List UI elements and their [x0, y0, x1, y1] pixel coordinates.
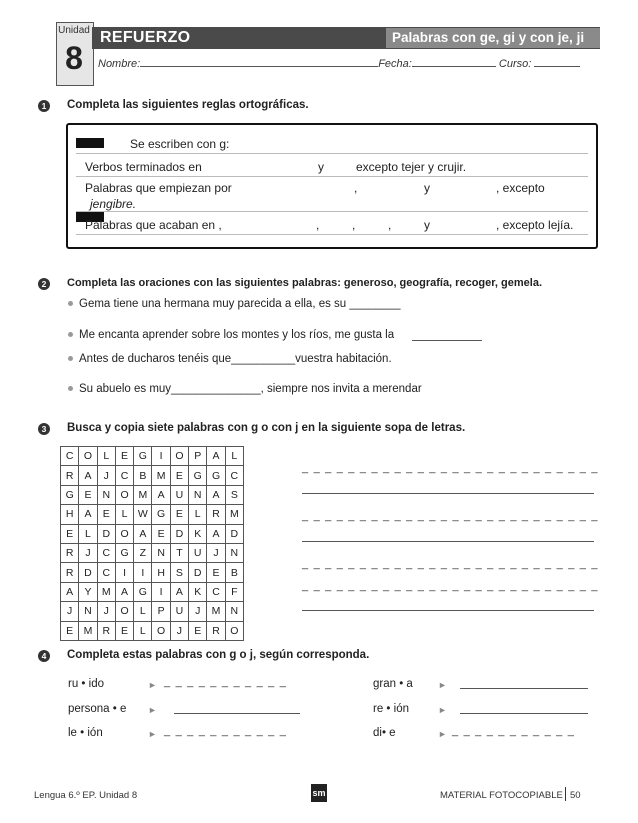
rule-3-comma: ,: [316, 218, 320, 232]
fecha-label: Fecha:: [378, 58, 412, 70]
grid-cell[interactable]: E: [61, 524, 79, 543]
bullet-icon: [68, 332, 73, 337]
section-title: REFUERZO: [100, 29, 191, 46]
grid-cell[interactable]: E: [207, 563, 225, 582]
grid-cell[interactable]: A: [170, 582, 188, 601]
bullet-icon: [68, 301, 73, 306]
grid-cell[interactable]: G: [134, 582, 152, 601]
bullet-icon: [68, 386, 73, 391]
rule-3-and: y: [424, 218, 430, 232]
exercise-3-instruction: Busca y copia siete palabras con g o con j en la siguiente sopa de letras.: [67, 422, 466, 434]
sentence-2: [68, 329, 394, 341]
grid-cell[interactable]: R: [61, 543, 79, 562]
nombre-field[interactable]: [140, 57, 378, 67]
grid-cell[interactable]: D: [97, 524, 115, 543]
grid-cell[interactable]: J: [189, 602, 207, 621]
grid-row: [61, 563, 244, 582]
grid-cell[interactable]: G: [61, 485, 79, 504]
grid-cell[interactable]: C: [61, 447, 79, 466]
grid-cell[interactable]: D: [189, 563, 207, 582]
grid-cell[interactable]: L: [225, 447, 243, 466]
grid-cell[interactable]: A: [152, 485, 170, 504]
grid-cell[interactable]: J: [207, 543, 225, 562]
grid-cell[interactable]: N: [189, 485, 207, 504]
grid-cell[interactable]: A: [61, 582, 79, 601]
rule-3-comma: ,: [388, 218, 392, 232]
grid-cell[interactable]: R: [207, 621, 225, 640]
grid-cell[interactable]: J: [79, 543, 97, 562]
student-info-line: [98, 57, 580, 70]
grid-cell[interactable]: C: [97, 563, 115, 582]
grid-cell[interactable]: E: [170, 466, 188, 485]
sentence-2-text: Me encanta aprender sobre los montes y los ríos, me gusta la: [79, 329, 395, 341]
grid-cell[interactable]: L: [189, 505, 207, 524]
grid-cell[interactable]: E: [152, 524, 170, 543]
arrow-icon: ►: [438, 680, 447, 690]
arrow-icon: ►: [438, 729, 447, 739]
rule-line: [76, 211, 588, 212]
arrow-icon: ►: [438, 705, 447, 715]
grid-cell[interactable]: R: [97, 621, 115, 640]
grid-cell[interactable]: H: [152, 563, 170, 582]
rule-1-except: excepto tejer y crujir.: [356, 160, 467, 174]
grid-cell[interactable]: E: [79, 485, 97, 504]
grid-cell[interactable]: Y: [79, 582, 97, 601]
topic-title: Palabras con ge, gi y con je, ji: [392, 30, 585, 45]
grid-cell[interactable]: C: [225, 466, 243, 485]
exercise-number-1: 1: [38, 100, 50, 112]
grid-cell[interactable]: U: [170, 602, 188, 621]
grid-cell[interactable]: N: [225, 602, 243, 621]
grid-row: [61, 582, 244, 601]
word-item: persona • e: [68, 703, 127, 715]
grid-cell[interactable]: G: [189, 466, 207, 485]
grid-row: [61, 505, 244, 524]
grid-cell[interactable]: S: [170, 563, 188, 582]
grid-cell[interactable]: B: [134, 466, 152, 485]
grid-cell[interactable]: J: [61, 602, 79, 621]
rule-2-and: y: [424, 181, 430, 195]
grid-cell[interactable]: R: [61, 563, 79, 582]
word-search-grid: [60, 446, 244, 641]
answer-line[interactable]: [174, 713, 300, 714]
grid-cell[interactable]: L: [79, 524, 97, 543]
grid-cell[interactable]: R: [207, 505, 225, 524]
rule-3-comma: ,: [352, 218, 356, 232]
answer-dashes[interactable]: _ _ _ _ _ _ _ _ _ _ _: [164, 676, 288, 688]
grid-cell[interactable]: L: [115, 505, 133, 524]
grid-cell[interactable]: M: [97, 582, 115, 601]
grid-cell[interactable]: A: [134, 524, 152, 543]
sentence-1-text: Gema tiene una hermana muy parecida a ella, es su ________: [79, 298, 401, 310]
exercise-number-4: 4: [38, 650, 50, 662]
answer-dashes[interactable]: _ _ _ _ _ _ _ _ _ _ _ _ _ _ _ _ _ _ _ _ _ _ _ _ _ _: [302, 580, 599, 592]
grid-cell[interactable]: I: [115, 563, 133, 582]
arrow-icon: ►: [148, 705, 157, 715]
word-item: ru • ido: [68, 678, 104, 690]
grid-cell[interactable]: L: [134, 602, 152, 621]
sentence-1: [68, 298, 401, 310]
rule-1-text: Verbos terminados en: [85, 160, 202, 174]
word-item: di• e: [373, 727, 396, 739]
answer-dashes[interactable]: _ _ _ _ _ _ _ _ _ _ _ _ _ _ _ _ _ _ _ _ _ _ _ _ _ _: [302, 510, 599, 522]
grid-cell[interactable]: O: [79, 447, 97, 466]
grid-cell[interactable]: L: [134, 621, 152, 640]
rule-2-except: , excepto: [496, 181, 545, 195]
grid-cell[interactable]: F: [225, 582, 243, 601]
word-item: re • ión: [373, 703, 409, 715]
grid-cell[interactable]: J: [97, 602, 115, 621]
answer-dashes[interactable]: _ _ _ _ _ _ _ _ _ _ _ _ _ _ _ _ _ _ _ _ _ _ _ _ _ _: [302, 558, 599, 570]
publisher-logo: sm: [311, 784, 327, 802]
grid-cell[interactable]: N: [225, 543, 243, 562]
rule-3-text: Palabras que acaban en ,: [85, 218, 222, 232]
grid-cell[interactable]: B: [225, 563, 243, 582]
grid-cell[interactable]: N: [97, 485, 115, 504]
grid-cell[interactable]: M: [134, 485, 152, 504]
answer-line[interactable]: [412, 340, 482, 341]
grid-cell[interactable]: Z: [134, 543, 152, 562]
grid-row: [61, 543, 244, 562]
grid-cell[interactable]: M: [207, 602, 225, 621]
grid-cell[interactable]: A: [115, 582, 133, 601]
grid-cell[interactable]: G: [134, 447, 152, 466]
sentence-4: [68, 383, 422, 395]
grid-cell[interactable]: C: [115, 466, 133, 485]
grid-cell[interactable]: M: [152, 466, 170, 485]
footer-left: Lengua 6.º EP. Unidad 8: [34, 790, 138, 801]
grid-cell[interactable]: T: [170, 543, 188, 562]
curso-field[interactable]: [534, 57, 580, 67]
grid-cell[interactable]: P: [152, 602, 170, 621]
answer-dashes[interactable]: _ _ _ _ _ _ _ _ _ _ _: [164, 725, 288, 737]
grid-cell[interactable]: E: [189, 621, 207, 640]
rule-3-except: , excepto lejía.: [496, 218, 574, 232]
rule-marker: [76, 138, 104, 148]
grid-cell[interactable]: R: [61, 466, 79, 485]
bullet-icon: [68, 356, 73, 361]
word-item: gran • a: [373, 678, 413, 690]
grid-cell[interactable]: L: [97, 447, 115, 466]
exercise-1-instruction: Completa las siguientes reglas ortográficas.: [67, 99, 309, 111]
grid-cell[interactable]: M: [79, 621, 97, 640]
grid-cell[interactable]: U: [189, 543, 207, 562]
grid-cell[interactable]: D: [170, 524, 188, 543]
unit-label: Unidad: [58, 25, 90, 36]
grid-cell[interactable]: O: [115, 485, 133, 504]
grid-cell[interactable]: I: [152, 582, 170, 601]
grid-cell[interactable]: C: [207, 582, 225, 601]
grid-cell[interactable]: E: [115, 447, 133, 466]
grid-row: [61, 466, 244, 485]
grid-cell[interactable]: N: [152, 543, 170, 562]
grid-cell[interactable]: K: [189, 582, 207, 601]
sentence-3: [68, 353, 392, 365]
grid-cell[interactable]: J: [97, 466, 115, 485]
rule-2-exception-word: jengibre.: [90, 197, 137, 211]
answer-line[interactable]: [302, 610, 594, 611]
rule-2-comma: ,: [354, 181, 358, 195]
grid-cell[interactable]: G: [152, 505, 170, 524]
grid-cell[interactable]: U: [170, 485, 188, 504]
grid-cell[interactable]: O: [225, 621, 243, 640]
grid-cell[interactable]: H: [61, 505, 79, 524]
sentence-3-text: Antes de ducharos tenéis que__________vuestra habitación.: [79, 353, 392, 365]
grid-row: [61, 621, 244, 640]
grid-cell[interactable]: A: [79, 505, 97, 524]
grid-row: [61, 485, 244, 504]
grid-cell[interactable]: E: [170, 505, 188, 524]
nombre-label: Nombre:: [98, 58, 141, 70]
exercise-number-3: 3: [38, 423, 50, 435]
exercise-2-instruction: Completa las oraciones con las siguientes palabras: generoso, geografía, recoger, gemela.: [67, 277, 542, 289]
grid-cell[interactable]: O: [170, 447, 188, 466]
curso-label: Curso:: [498, 58, 532, 70]
grid-cell[interactable]: I: [152, 447, 170, 466]
answer-line[interactable]: [460, 713, 588, 714]
fecha-field[interactable]: [412, 57, 496, 67]
grid-cell[interactable]: O: [115, 524, 133, 543]
rule-line: [76, 234, 588, 235]
grid-cell[interactable]: G: [115, 543, 133, 562]
word-item: le • ión: [68, 727, 103, 739]
footer-right: MATERIAL FOTOCOPIABLE: [440, 790, 563, 801]
grid-cell[interactable]: I: [134, 563, 152, 582]
grid-cell[interactable]: G: [207, 466, 225, 485]
grid-cell[interactable]: S: [225, 485, 243, 504]
rules-title: Se escriben con g:: [130, 137, 230, 151]
arrow-icon: ►: [148, 729, 157, 739]
grid-row: [61, 447, 244, 466]
grid-cell[interactable]: O: [152, 621, 170, 640]
answer-dashes[interactable]: _ _ _ _ _ _ _ _ _ _ _: [452, 725, 576, 737]
grid-cell[interactable]: E: [115, 621, 133, 640]
exercise-4-instruction: Completa estas palabras con g o j, según corresponda.: [67, 649, 370, 661]
grid-cell[interactable]: D: [79, 563, 97, 582]
grid-cell[interactable]: M: [225, 505, 243, 524]
grid-cell[interactable]: C: [97, 543, 115, 562]
grid-cell[interactable]: E: [61, 621, 79, 640]
grid-cell[interactable]: J: [170, 621, 188, 640]
grid-cell[interactable]: K: [189, 524, 207, 543]
grid-cell[interactable]: A: [207, 485, 225, 504]
grid-cell[interactable]: W: [134, 505, 152, 524]
arrow-icon: ►: [148, 680, 157, 690]
rule-line: [76, 176, 588, 177]
answer-dashes[interactable]: _ _ _ _ _ _ _ _ _ _ _ _ _ _ _ _ _ _ _ _ _ _ _ _ _ _: [302, 462, 599, 474]
rule-2-text: Palabras que empiezan por: [85, 181, 232, 195]
grid-cell[interactable]: O: [115, 602, 133, 621]
footer-divider: [565, 787, 566, 801]
unit-number: 8: [65, 40, 83, 76]
grid-cell[interactable]: N: [79, 602, 97, 621]
grid-row: [61, 524, 244, 543]
grid-cell[interactable]: A: [79, 466, 97, 485]
grid-cell[interactable]: A: [207, 447, 225, 466]
page-number: 50: [570, 790, 581, 801]
answer-line[interactable]: [302, 493, 594, 494]
grid-cell[interactable]: E: [97, 505, 115, 524]
grid-cell[interactable]: D: [225, 524, 243, 543]
answer-line[interactable]: [302, 541, 594, 542]
rule-1-and: y: [318, 160, 324, 174]
grid-cell[interactable]: P: [189, 447, 207, 466]
grid-cell[interactable]: A: [207, 524, 225, 543]
exercise-number-2: 2: [38, 278, 50, 290]
answer-line[interactable]: [460, 688, 588, 689]
sentence-4-text: Su abuelo es muy______________, siempre nos invita a merendar: [79, 383, 422, 395]
rule-line: [76, 153, 588, 154]
grid-row: [61, 602, 244, 621]
